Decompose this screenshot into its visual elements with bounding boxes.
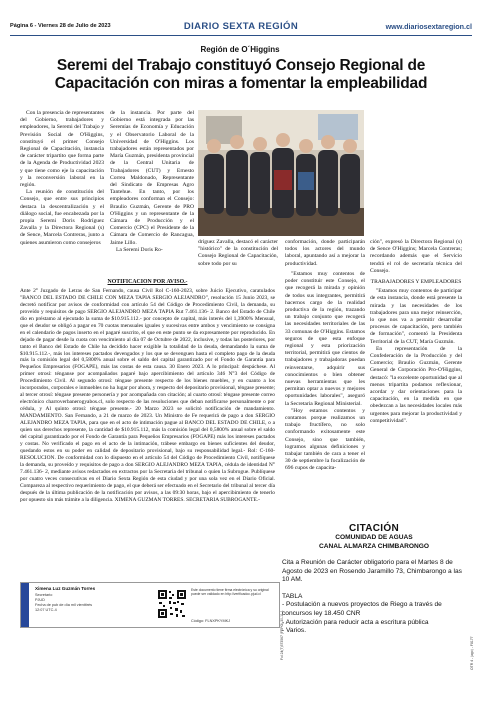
signature-date: Fecha de pub de día mil vientitrés bbox=[35, 603, 92, 607]
article-paragraph: dríguez Zavalla, destacó el carácter "histórico" de la constitución del Consejo Regional de Capacitación, sobre todo por su bbox=[198, 239, 278, 267]
page-date: Página 6 - Viernes 28 de Julio de 2023 bbox=[10, 23, 111, 29]
verification-code: Código: FLNXPKYMKJ bbox=[191, 619, 231, 623]
signer-name: Ximena Luz Guzmán Torres bbox=[35, 586, 96, 591]
article-column-2 bbox=[110, 110, 194, 254]
signer-role: Secretario bbox=[35, 593, 53, 597]
signer-type: PJUD bbox=[35, 598, 45, 602]
agenda-title: TABLA bbox=[282, 592, 303, 600]
citation-org-line-2: CANAL ALMARZA CHIMBARONGO bbox=[318, 542, 429, 550]
article-paragraph: Con la presencia de representantes del Gobierno, trabajadores y empleadores, la Seremi del Trabajo y Previsión Social de O'Higgins, constituyó el primer Consejo Regional de Capacitación, instancia de carácter tripartito que forma parte de la Agenda de Productividad 2023 y que tiene como eje la capacitación y la reconversión laboral en la región. bbox=[20, 110, 104, 189]
headline-line-1: Seremi del Trabajo constituyó Consejo Regional de bbox=[56, 57, 426, 74]
article-paragraph: La Seremi Doris Ro- bbox=[116, 246, 163, 253]
group-photo-image bbox=[198, 110, 364, 236]
article-column-1 bbox=[20, 110, 104, 247]
citation-org-line-1: COMUNIDAD DE AGUAS bbox=[335, 534, 413, 541]
article-subheading: TRABAJADORES Y EMPLEADORES bbox=[370, 279, 462, 286]
article-paragraph: "Estamos muy contentos de participar de esta instancia, donde está presente la mirada y las necesidades de los trabajadores para una mejor reinserción, lo que nos va a permitir desarrollar procesos de capacitación, pero también de formación", comentó la Presidenta Territorial de la CUT, María Guzmán. bbox=[370, 288, 462, 345]
citation-agenda bbox=[282, 593, 466, 636]
article-column-4 bbox=[370, 239, 462, 425]
legal-notice-title: NOTIFICACION POR AVISO.- bbox=[107, 279, 188, 285]
article-column-3 bbox=[285, 271, 365, 473]
article-paragraph: En representación de la Confederación de la Producción y del Comercio; Braulio Guzmán, Gerente General de Corporación Pro-O'Higgins, destacó: "la excelente oportunidad que al menos tripartita podamos reflexionar, acordar y dar orientaciones para la capacitación, en la medida en que obedezcan a las necesidades locales más urgentes para mejorar la productividad y competitividad". bbox=[370, 345, 462, 424]
article-paragraph: "Hoy estamos contentos y contamos porque realizamos un trabajo fructífero, no solo conformando exitosamente este Consejo, sino que también, logramos algunas definiciones y trabajar también de cara a tener el 30 de septiembre la focalización de 696 cupos de capacita- bbox=[285, 407, 365, 472]
newspaper-name: DIARIO SEXTA REGIÓN bbox=[183, 21, 299, 32]
article-paragraph: conformación, donde participarán todos los actores del mundo laboral, apuntando así a mejorar la productividad. bbox=[285, 239, 365, 267]
article-paragraph: "Estamos muy contentos de poder constituir este Consejo, el que recogerá la mirada y opinión de todos sus integrantes, permitirá hacernos cargo de la realidad productiva de la región, trazando un trabajo conjunto que recogerá las necesidades territoriales de las 33 comunas de O'Higgins. Estamos seguros de que esta enfoque regional y esta priorización territorial, permitirá que cientos de trabajadores y trabajadoras puedan reinventarse, adquirir sus conocimientos o bien obtener nuevas herramientas que les permitan optar a nuevos y mejores oportunidades laborales", aseguró la Secretaria Regional Ministerial. bbox=[285, 271, 365, 407]
article-column-3a bbox=[285, 239, 365, 268]
headline-line-2: Capacitación con miras a fomentar la empleabilidad bbox=[54, 75, 428, 92]
headline bbox=[10, 57, 472, 93]
electronic-signature bbox=[20, 582, 280, 628]
citation-notice bbox=[282, 523, 466, 636]
citation-body: Cita a Reunión de Carácter obligatorio para el Martes 8 de Agosto de 2023 en Rosendo Jaramillo 73, Chimbarongo a las 10 AM. bbox=[282, 559, 462, 584]
article-paragraph: de la instancia. Por parte del Gobierno está integrada por las Seremías de Economía y Educación y el Observatorio Laboral de la Universidad de O'Higgins. Los trabajadores están representados por María Guzmán, presidenta provincial de la Central Unitaria de Trabajadores (CUT) y Ernesto Correa Maldonado, Representante del Sindicato de Empresas Agro Tantehue. En tanto, por los empleadores conforman el Consejo: Braulio Guzmán, Gerente de PRO O'Higgins y un representante de la Cámara de Producción y el Comercio (CPC) el Presidente de la Cámara de Comercio de Rancagua, Jaime Lillo. bbox=[110, 110, 194, 246]
side-code-label: Fol 24(7)573567 (FEPO) 30-11-1 bbox=[280, 610, 284, 660]
agenda-item: - Autorización para reducir acta a escritura pública bbox=[282, 618, 429, 626]
verification-text: Este documento tiene firma electrónica y su original puede ser validado en http://verificadoc.pjud.cl bbox=[191, 588, 269, 597]
signature-time: 12:07 UTC-4 bbox=[35, 608, 57, 612]
side-code-label-right: OTR 4 - (ago) - F8177 bbox=[470, 636, 474, 670]
agenda-item: - Postulación a nuevos proyectos de Riego a través de concursos ley 18.450 CNR bbox=[282, 601, 442, 617]
agenda-item: - Varios. bbox=[282, 627, 307, 635]
article-paragraph: La reunión de constitución del Consejo, que entre sus principios destaca la descentralización y el diálogo social, fue encabezada por la propia Seremi Doris Rodríguez Zavalla y la Directora Regional (s) de Sence, Marcela Contreras, junto a quienes asumieron como consejeros bbox=[20, 189, 104, 246]
article-paragraph: ción", expresó la Directora Regional (s) de Sence O'Higgins; Marcela Contreras; recordando además que el Servicio tendrá el rol de secretaría técnica del Consejo. bbox=[370, 239, 462, 274]
website-link[interactable]: www.diariosextaregion.cl bbox=[385, 22, 472, 31]
section-title: Región de O´Higgins bbox=[200, 45, 280, 54]
legal-notice-body: Ante 2° Juzgado de Letras de San Fernando, causa Civil Rol C-160-2023, sobre Juicio Ejecutivo, caratulados "BANCO DEL ESTADO DE CHILE CON MEZA TAPIA SERGIO ALEJANDRO", resolución 15 Junio 2023, se decretó notificar por avisos de conformidad con artículo 54 del Código de Procedimiento Civil, la demanda, su proveído y requisitos de pago SERGIO ALEJANDRO MEZA TAPIA Rut 7.461.136- 2. Banco del Estado de Chile dio en préstamo al ejecutado la suma de $10.915.112.- por concepto de capital, más interés del 1,3900% Mensual, que el deudor se obligó a pagar en 70 cuotas mensuales iguales y sucesivas entre ambos y vencimiento se consigna en el calendario de pagos inserto en el pagaré suscrito, el que en este punto se da expresamente por reproducido. En dejado de pagar desde la cuota con vencimiento al día 07 de Octubre de 2022, inclusive, y todas las posteriores, por tanto el Banco del Estado de Chile ha decidido hacer exigible la totalidad de la deuda, demandando la suma de $10.915.112.-, más los intereses pactados devengados y los que se devenguen hasta el completo pago de la deuda más la comisión legal del 0,5800% anual sobre el saldo del capital garantizado por el Fondo de Garantía para Pequeños Empresarios (FOGAPE), más las costas de esta causa. 30 Enero 2023. A lo principal: despáchese. Al primer otrosí: ténganse por acompañados pagaré bajo apercibimiento del artículo 346 N°3 del Código de Procedimiento Civil. Al segundo otrosí: téngase presente respecto de los bienes muebles, y en cuanto a los incorporados, corporales e inmuebles no ha lugar por ahora, y respecto del depositario provisional, téngase presente; al tercer otrosí: téngase presente personería y por acompañada con citación; al cuarto otrosí: téngase presente correo electrónico charroverbanerogyabos.cl, solo respecto de las resoluciones que deban notificarse personalmente o por cédula, y Al quinto otrosí: téngase presente.- 20 Marzo 2023 se solicitó notificación de mandamiento. MANDAMIENTO. San Fernando, a 21 de marzo de 2023. Un Ministro de Fe requerirá de pago a don SERGIO ALEJANDRO MEZA TAPIA, para que en el acto de intimación pague al BANCO DEL ESTADO DE CHILE, o a quien sus derechos represente, la cantidad de $10.915.112, más la comisión legal del 0,5800% anual sobre el saldo del capital garantizado por el Fondo de Garantía para Pequeños Empresarios (FOGAPE) más los intereses pactados y costas. No verificado el pago en el acto de la intimación, trábese embargo en bienes suficientes del deudor, quedando estos en su poder en calidad de depositario provisional, bajo su responsabilidad legal.- Rol: C-160- RESOLUCION. De conformidad con lo dispuesto en el artículo 54 del Código de Procedimiento Civil, notifíquese la demanda, su proveído y requisitos de pago a don SERGIO ALEJANDRO MEZA TAPIA, cédula de identidad N° 7.461.136- 2, mediante avisos redactados en extractos por la Secretaria del tribunal o quien la Subrogue. Publíquese por cuatro veces consecutivas en el Diario Sexta Región de esta ciudad y por una sola vez en el Diario Oficial. Compareza al respectivo requerimiento de pago, el que deberá ser efectuado en el Secretario del tribunal al tercer día después de la última publicación de la notificación por avisos, a las 09:30 horas, bajo el apercibimiento de tenerlo por opuesto sin más trámite a la diligencia. XIMENA GUZMAN TORRES. SECRETARIA SUBROGANTE.- bbox=[20, 287, 275, 503]
legal-notice bbox=[20, 279, 275, 504]
page-header bbox=[10, 22, 472, 36]
photo-caption-column bbox=[198, 239, 278, 268]
article-photo bbox=[198, 110, 364, 236]
qr-code-icon[interactable] bbox=[157, 589, 187, 619]
signature-badge bbox=[21, 583, 29, 627]
citation-title: CITACIÓN bbox=[349, 523, 399, 534]
